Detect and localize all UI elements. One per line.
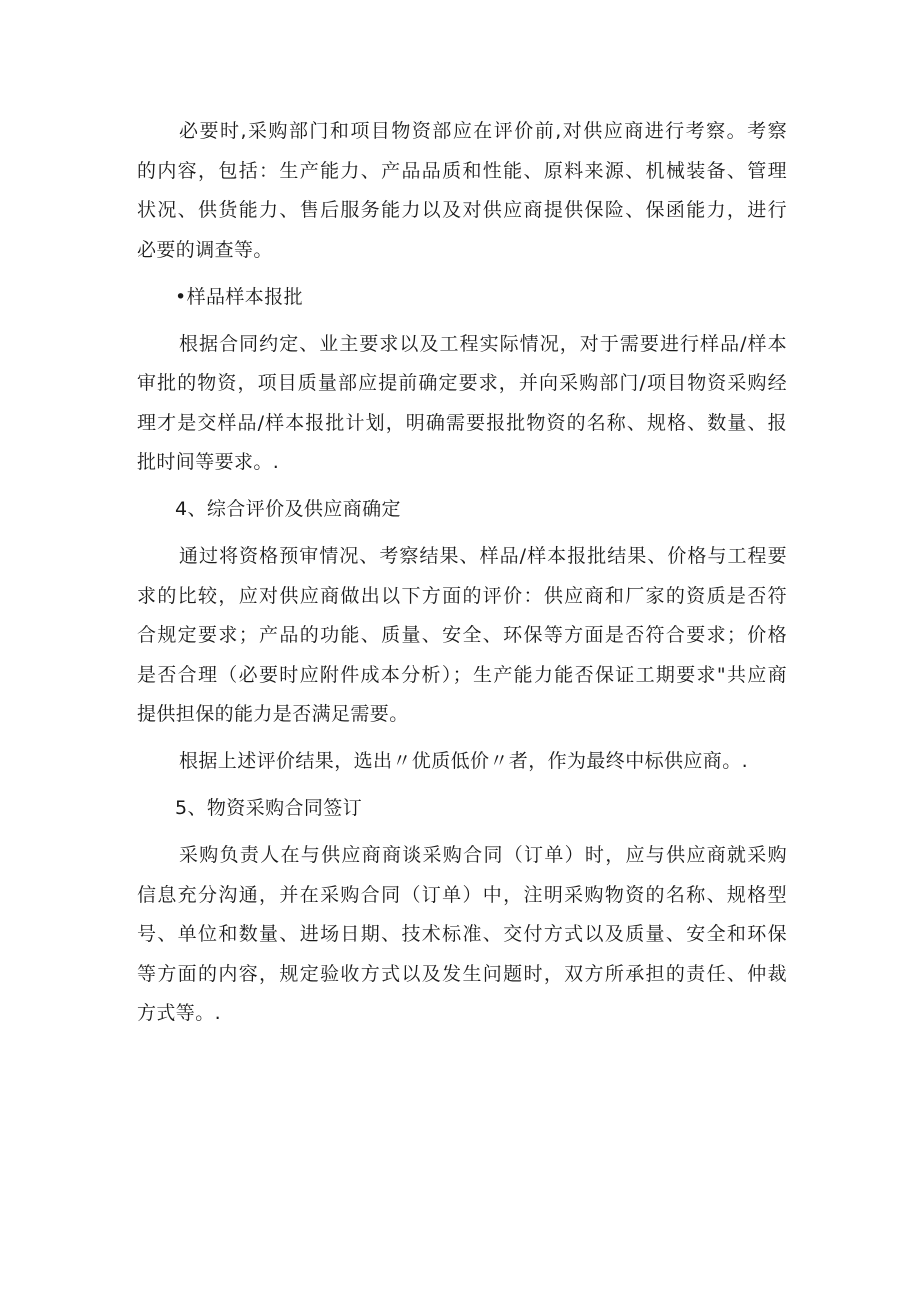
- text-line: 等方面的内容，规定验收方式以及发生问题时，双方所承担的责任、仲裁: [137, 962, 787, 985]
- text-line: 批时间等要求。.: [137, 451, 280, 473]
- text-line: 的内容，包括：生产能力、产品品质和性能、原料来源、机械装备、管理: [137, 159, 787, 182]
- document-body: [137, 112, 787, 1034]
- text-line: 采购负责人在与供应商商谈采购合同（订单）时，应与供应商就采购: [179, 844, 787, 866]
- paragraph: [137, 325, 787, 483]
- text-line: •样品样本报批: [175, 285, 304, 308]
- paragraph-gap: [137, 782, 787, 790]
- paragraph: [137, 742, 787, 782]
- text-line: 根据上述评价结果，选出〃优质低价〃者，作为最终中标供应商。.: [179, 750, 749, 772]
- section-heading: [137, 789, 787, 829]
- text-line: 通过将资格预审情况、考察结果、样品/样本报批结果、价格与工程要: [179, 545, 787, 567]
- section-heading: [137, 278, 787, 318]
- text-line: 方式等。.: [137, 1002, 222, 1024]
- text-line: 号、单位和数量、进场日期、技术标准、交付方式以及质量、安全和环保: [137, 923, 787, 945]
- paragraph-gap: [137, 483, 787, 491]
- text-line: 必要的调查等。: [137, 238, 273, 261]
- paragraph-gap: [137, 735, 787, 743]
- paragraph-gap: [137, 317, 787, 325]
- text-line: 状况、供货能力、售后服务能力以及对供应商提供保险、保函能力，进行: [137, 199, 787, 221]
- text-line: 提供担保的能力是否满足需要。: [137, 703, 409, 725]
- text-line: 信息充分沟通，并在采购合同（订单）中，注明采购物资的名称、规格型: [137, 883, 787, 906]
- text-line: 审批的物资，项目质量部应提前确定要求，并向采购部门/项目物资采购经: [137, 372, 787, 394]
- section-heading: [137, 490, 787, 530]
- paragraph: [137, 537, 787, 735]
- text-line: 求的比较，应对供应商做出以下方面的评价：供应商和厂家的资质是否符: [137, 584, 787, 607]
- text-line: 4、综合评价及供应商确定: [175, 498, 401, 520]
- text-line: 是否合理（必要时应附件成本分析）；生产能力能否保证工期要求"共应商: [137, 663, 787, 686]
- text-line: 必要时,采购部门和项目物资部应在评价前,对供应商进行考察。考察: [179, 120, 787, 142]
- text-line: 合规定要求；产品的功能、质量、安全、环保等方面是否符合要求；价格: [137, 624, 787, 646]
- paragraph: [137, 836, 787, 1034]
- text-line: 理才是交样品/样本报批计划，明确需要报批物资的名称、规格、数量、报: [137, 411, 787, 434]
- text-line: 根据合同约定、业主要求以及工程实际情况，对于需要进行样品/样本: [179, 332, 787, 355]
- paragraph-gap: [137, 829, 787, 837]
- paragraph-gap: [137, 530, 787, 538]
- paragraph-gap: [137, 270, 787, 278]
- text-line: 5、物资采购合同签订: [175, 797, 363, 819]
- paragraph: [137, 112, 787, 270]
